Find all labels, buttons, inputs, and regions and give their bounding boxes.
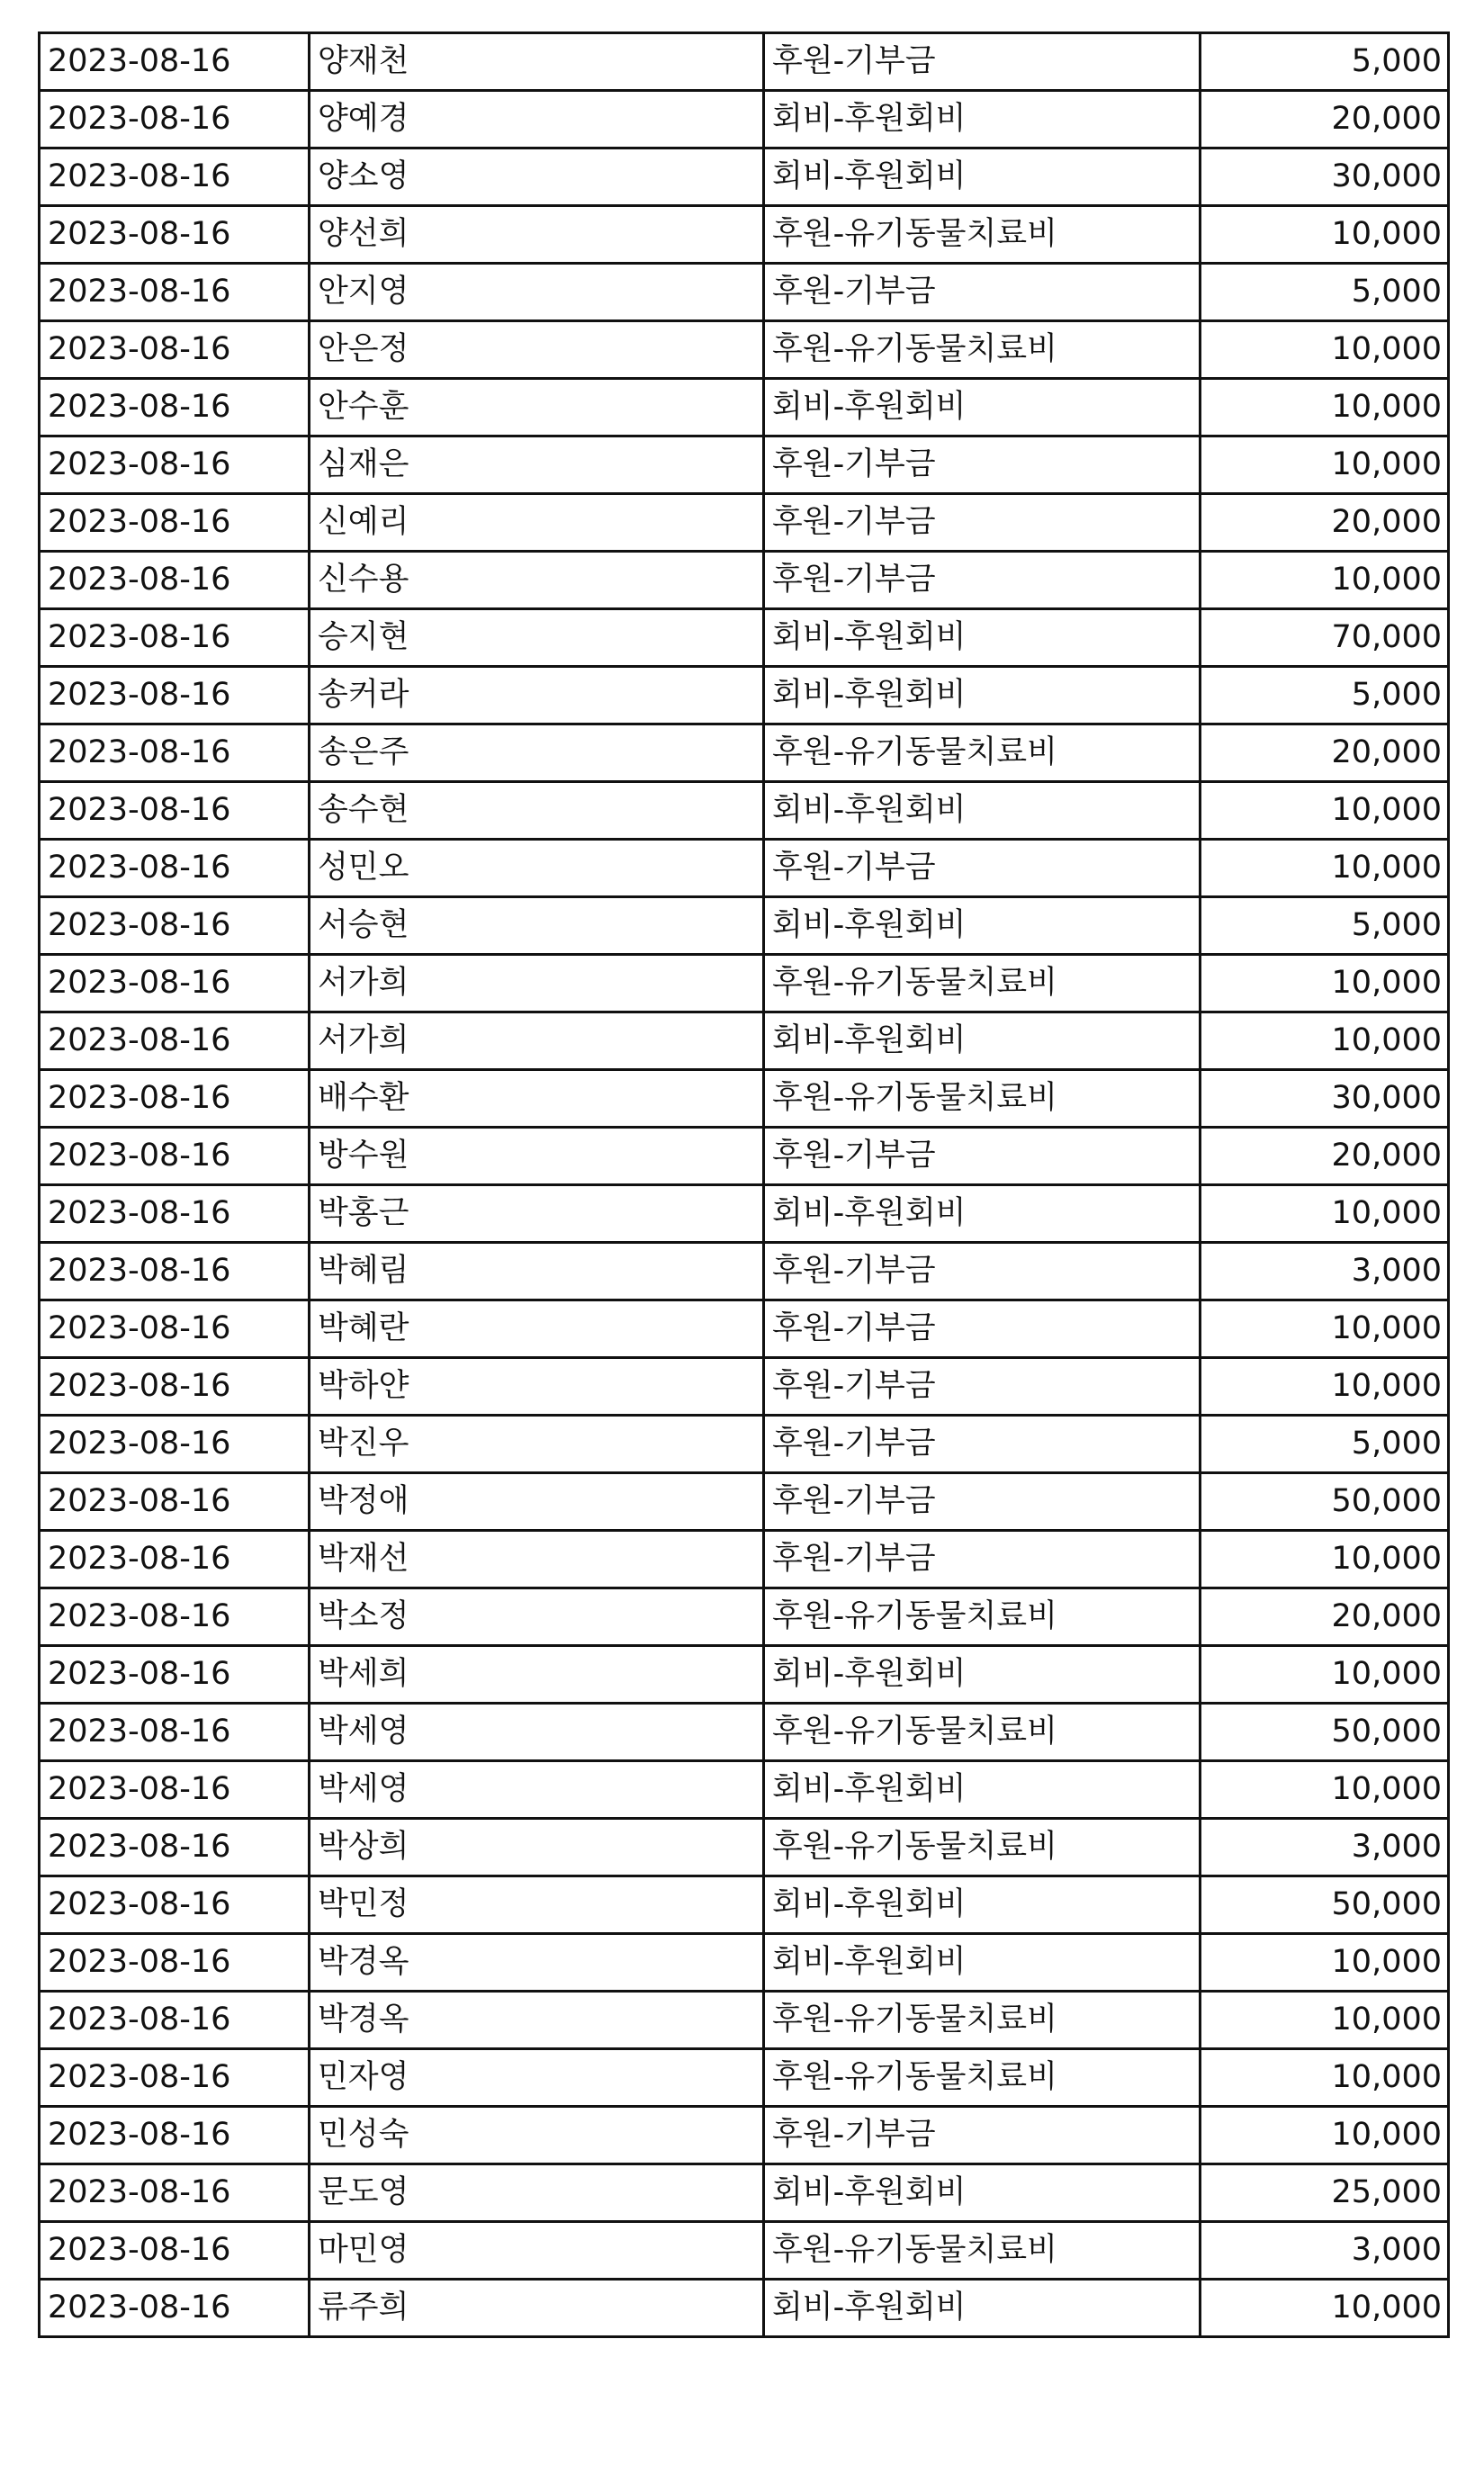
date-cell: 2023-08-16 (40, 1243, 310, 1300)
name-cell: 문도영 (310, 2164, 764, 2222)
type-cell: 후원-기부금 (764, 1358, 1201, 1416)
date-cell: 2023-08-16 (40, 1185, 310, 1243)
table-row (40, 2222, 1449, 2280)
name-cell: 안수훈 (310, 379, 764, 436)
date-cell: 2023-08-16 (40, 1588, 310, 1646)
amount-cell: 10,000 (1201, 1761, 1449, 1819)
date-cell: 2023-08-16 (40, 1012, 310, 1070)
date-cell: 2023-08-16 (40, 782, 310, 840)
table-row (40, 1300, 1449, 1358)
table-row (40, 955, 1449, 1012)
amount-cell: 10,000 (1201, 955, 1449, 1012)
name-cell: 마민영 (310, 2222, 764, 2280)
name-cell: 신예리 (310, 494, 764, 552)
table-row (40, 1704, 1449, 1761)
date-cell: 2023-08-16 (40, 1531, 310, 1588)
amount-cell: 10,000 (1201, 379, 1449, 436)
name-cell: 양재천 (310, 33, 764, 91)
name-cell: 서승현 (310, 897, 764, 955)
amount-cell: 5,000 (1201, 264, 1449, 321)
date-cell: 2023-08-16 (40, 2280, 310, 2337)
amount-cell: 20,000 (1201, 1128, 1449, 1185)
name-cell: 송은주 (310, 724, 764, 782)
table-row (40, 2164, 1449, 2222)
table-row (40, 148, 1449, 206)
table-row (40, 1473, 1449, 1531)
name-cell: 안지영 (310, 264, 764, 321)
type-cell: 후원-기부금 (764, 1473, 1201, 1531)
name-cell: 심재은 (310, 436, 764, 494)
name-cell: 서가희 (310, 955, 764, 1012)
date-cell: 2023-08-16 (40, 1819, 310, 1876)
name-cell: 박경옥 (310, 1934, 764, 1992)
amount-cell: 20,000 (1201, 91, 1449, 148)
date-cell: 2023-08-16 (40, 148, 310, 206)
type-cell: 회비-후원회비 (764, 1185, 1201, 1243)
table-row (40, 2280, 1449, 2337)
type-cell: 회비-후원회비 (764, 1646, 1201, 1704)
amount-cell: 5,000 (1201, 33, 1449, 91)
table-row (40, 1243, 1449, 1300)
amount-cell: 3,000 (1201, 1243, 1449, 1300)
name-cell: 박소정 (310, 1588, 764, 1646)
type-cell: 후원-유기동물치료비 (764, 206, 1201, 264)
date-cell: 2023-08-16 (40, 667, 310, 724)
name-cell: 양예경 (310, 91, 764, 148)
amount-cell: 25,000 (1201, 2164, 1449, 2222)
amount-cell: 70,000 (1201, 609, 1449, 667)
table-row (40, 379, 1449, 436)
type-cell: 후원-유기동물치료비 (764, 1819, 1201, 1876)
table-row (40, 1531, 1449, 1588)
amount-cell: 20,000 (1201, 494, 1449, 552)
type-cell: 회비-후원회비 (764, 1934, 1201, 1992)
date-cell: 2023-08-16 (40, 1416, 310, 1473)
date-cell: 2023-08-16 (40, 2164, 310, 2222)
type-cell: 후원-유기동물치료비 (764, 724, 1201, 782)
table-row (40, 840, 1449, 897)
table-row (40, 1416, 1449, 1473)
table-row (40, 1819, 1449, 1876)
name-cell: 민성숙 (310, 2107, 764, 2164)
name-cell: 양소영 (310, 148, 764, 206)
name-cell: 송수현 (310, 782, 764, 840)
name-cell: 박재선 (310, 1531, 764, 1588)
table-row (40, 667, 1449, 724)
date-cell: 2023-08-16 (40, 1473, 310, 1531)
date-cell: 2023-08-16 (40, 609, 310, 667)
type-cell: 회비-후원회비 (764, 667, 1201, 724)
table-row (40, 1128, 1449, 1185)
date-cell: 2023-08-16 (40, 840, 310, 897)
type-cell: 후원-유기동물치료비 (764, 1704, 1201, 1761)
table-row (40, 264, 1449, 321)
date-cell: 2023-08-16 (40, 91, 310, 148)
table-row (40, 1358, 1449, 1416)
name-cell: 박상희 (310, 1819, 764, 1876)
table-row (40, 33, 1449, 91)
date-cell: 2023-08-16 (40, 379, 310, 436)
name-cell: 승지현 (310, 609, 764, 667)
date-cell: 2023-08-16 (40, 494, 310, 552)
type-cell: 후원-기부금 (764, 264, 1201, 321)
name-cell: 박하얀 (310, 1358, 764, 1416)
table-row (40, 2049, 1449, 2107)
amount-cell: 10,000 (1201, 1646, 1449, 1704)
type-cell: 회비-후원회비 (764, 1761, 1201, 1819)
type-cell: 회비-후원회비 (764, 782, 1201, 840)
table-row (40, 91, 1449, 148)
name-cell: 민자영 (310, 2049, 764, 2107)
amount-cell: 10,000 (1201, 2107, 1449, 2164)
name-cell: 신수용 (310, 552, 764, 609)
table-row (40, 206, 1449, 264)
amount-cell: 10,000 (1201, 436, 1449, 494)
amount-cell: 10,000 (1201, 321, 1449, 379)
amount-cell: 50,000 (1201, 1473, 1449, 1531)
name-cell: 박경옥 (310, 1992, 764, 2049)
date-cell: 2023-08-16 (40, 1876, 310, 1934)
amount-cell: 5,000 (1201, 897, 1449, 955)
date-cell: 2023-08-16 (40, 1128, 310, 1185)
type-cell: 회비-후원회비 (764, 609, 1201, 667)
date-cell: 2023-08-16 (40, 897, 310, 955)
table-row (40, 609, 1449, 667)
amount-cell: 3,000 (1201, 2222, 1449, 2280)
table-row (40, 1761, 1449, 1819)
type-cell: 회비-후원회비 (764, 2164, 1201, 2222)
name-cell: 송커라 (310, 667, 764, 724)
date-cell: 2023-08-16 (40, 552, 310, 609)
date-cell: 2023-08-16 (40, 321, 310, 379)
table-row (40, 897, 1449, 955)
name-cell: 박혜란 (310, 1300, 764, 1358)
date-cell: 2023-08-16 (40, 724, 310, 782)
date-cell: 2023-08-16 (40, 1070, 310, 1128)
name-cell: 박민정 (310, 1876, 764, 1934)
amount-cell: 10,000 (1201, 1992, 1449, 2049)
name-cell: 서가희 (310, 1012, 764, 1070)
type-cell: 후원-기부금 (764, 33, 1201, 91)
date-cell: 2023-08-16 (40, 1300, 310, 1358)
table-row (40, 724, 1449, 782)
amount-cell: 10,000 (1201, 1300, 1449, 1358)
date-cell: 2023-08-16 (40, 2107, 310, 2164)
table-row (40, 436, 1449, 494)
date-cell: 2023-08-16 (40, 436, 310, 494)
table-row (40, 1588, 1449, 1646)
table-row (40, 552, 1449, 609)
amount-cell: 10,000 (1201, 1185, 1449, 1243)
type-cell: 회비-후원회비 (764, 1876, 1201, 1934)
table-row (40, 494, 1449, 552)
date-cell: 2023-08-16 (40, 206, 310, 264)
date-cell: 2023-08-16 (40, 264, 310, 321)
amount-cell: 5,000 (1201, 1416, 1449, 1473)
table-row (40, 1876, 1449, 1934)
type-cell: 후원-기부금 (764, 1243, 1201, 1300)
type-cell: 후원-기부금 (764, 1531, 1201, 1588)
amount-cell: 20,000 (1201, 724, 1449, 782)
amount-cell: 30,000 (1201, 1070, 1449, 1128)
type-cell: 후원-기부금 (764, 436, 1201, 494)
table-row (40, 1185, 1449, 1243)
amount-cell: 10,000 (1201, 782, 1449, 840)
date-cell: 2023-08-16 (40, 1934, 310, 1992)
table-row (40, 1992, 1449, 2049)
table-row (40, 1934, 1449, 1992)
amount-cell: 10,000 (1201, 2280, 1449, 2337)
amount-cell: 30,000 (1201, 148, 1449, 206)
type-cell: 후원-기부금 (764, 1128, 1201, 1185)
amount-cell: 50,000 (1201, 1704, 1449, 1761)
date-cell: 2023-08-16 (40, 2222, 310, 2280)
type-cell: 회비-후원회비 (764, 379, 1201, 436)
amount-cell: 10,000 (1201, 206, 1449, 264)
amount-cell: 50,000 (1201, 1876, 1449, 1934)
table-row (40, 321, 1449, 379)
type-cell: 회비-후원회비 (764, 91, 1201, 148)
name-cell: 양선희 (310, 206, 764, 264)
date-cell: 2023-08-16 (40, 1761, 310, 1819)
type-cell: 후원-유기동물치료비 (764, 1588, 1201, 1646)
table-row (40, 1070, 1449, 1128)
type-cell: 회비-후원회비 (764, 897, 1201, 955)
type-cell: 회비-후원회비 (764, 148, 1201, 206)
type-cell: 후원-유기동물치료비 (764, 321, 1201, 379)
name-cell: 성민오 (310, 840, 764, 897)
name-cell: 안은정 (310, 321, 764, 379)
amount-cell: 10,000 (1201, 1934, 1449, 1992)
table-row (40, 1012, 1449, 1070)
type-cell: 후원-유기동물치료비 (764, 1992, 1201, 2049)
amount-cell: 10,000 (1201, 1012, 1449, 1070)
name-cell: 박세희 (310, 1646, 764, 1704)
date-cell: 2023-08-16 (40, 1358, 310, 1416)
name-cell: 류주희 (310, 2280, 764, 2337)
type-cell: 회비-후원회비 (764, 1012, 1201, 1070)
name-cell: 배수환 (310, 1070, 764, 1128)
amount-cell: 10,000 (1201, 840, 1449, 897)
type-cell: 후원-유기동물치료비 (764, 955, 1201, 1012)
ledger-body (40, 33, 1449, 2337)
type-cell: 후원-유기동물치료비 (764, 2222, 1201, 2280)
name-cell: 박홍근 (310, 1185, 764, 1243)
table-row (40, 782, 1449, 840)
name-cell: 박혜림 (310, 1243, 764, 1300)
date-cell: 2023-08-16 (40, 1646, 310, 1704)
name-cell: 박세영 (310, 1761, 764, 1819)
type-cell: 후원-유기동물치료비 (764, 1070, 1201, 1128)
date-cell: 2023-08-16 (40, 1992, 310, 2049)
date-cell: 2023-08-16 (40, 33, 310, 91)
type-cell: 회비-후원회비 (764, 2280, 1201, 2337)
amount-cell: 10,000 (1201, 1531, 1449, 1588)
name-cell: 박세영 (310, 1704, 764, 1761)
type-cell: 후원-기부금 (764, 840, 1201, 897)
type-cell: 후원-기부금 (764, 1300, 1201, 1358)
amount-cell: 3,000 (1201, 1819, 1449, 1876)
amount-cell: 20,000 (1201, 1588, 1449, 1646)
type-cell: 후원-기부금 (764, 1416, 1201, 1473)
type-cell: 후원-기부금 (764, 2107, 1201, 2164)
table-row (40, 1646, 1449, 1704)
amount-cell: 10,000 (1201, 2049, 1449, 2107)
type-cell: 후원-기부금 (764, 552, 1201, 609)
name-cell: 박진우 (310, 1416, 764, 1473)
amount-cell: 10,000 (1201, 552, 1449, 609)
date-cell: 2023-08-16 (40, 955, 310, 1012)
table-row (40, 2107, 1449, 2164)
type-cell: 후원-유기동물치료비 (764, 2049, 1201, 2107)
name-cell: 박정애 (310, 1473, 764, 1531)
date-cell: 2023-08-16 (40, 2049, 310, 2107)
amount-cell: 10,000 (1201, 1358, 1449, 1416)
name-cell: 방수원 (310, 1128, 764, 1185)
date-cell: 2023-08-16 (40, 1704, 310, 1761)
amount-cell: 5,000 (1201, 667, 1449, 724)
type-cell: 후원-기부금 (764, 494, 1201, 552)
donation-ledger-table (38, 31, 1450, 2338)
